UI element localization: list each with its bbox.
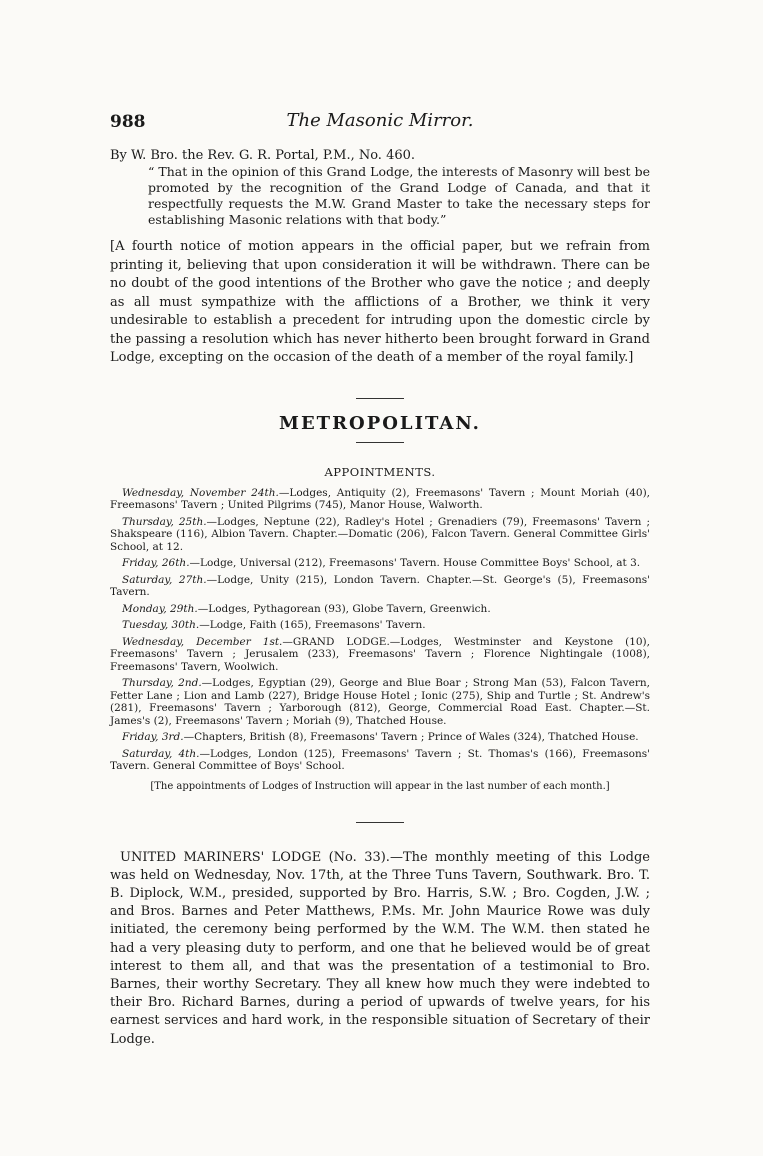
appointment-day: Saturday, 27th. (122, 573, 207, 586)
divider-rule (356, 442, 404, 443)
appointment-item (110, 557, 650, 570)
appointment-item (110, 636, 650, 674)
motion-mover: By W. Bro. the Rev. G. R. Portal, P.M., No. 460. (110, 148, 416, 163)
appointments-heading: APPOINTMENTS. (324, 464, 436, 479)
appointment-text: —GRAND LODGE.—Lodges, Westminster and Keystone (10), Freemasons' Tavern ; Jerusalem (233), Freemasons' Tavern ; Florence Nightingale (1008), Freemasons' Tavern, Woolwich. (110, 635, 650, 673)
appointment-item (110, 677, 650, 727)
appointment-text: —Lodge, Faith (165), Freemasons' Tavern. (199, 619, 426, 631)
appointment-item (110, 731, 650, 744)
appointment-day: Wednesday, December 1st. (122, 635, 283, 648)
appointment-text: —Lodges, Antiquity (2), Freemasons' Tavern ; Mount Moriah (40), Freemasons' Tavern ; United Pilgrims (745), Manor House, Walworth. (110, 486, 651, 511)
appointment-day: Saturday, 4th. (122, 747, 200, 760)
journal-title: The Masonic Mirror. (286, 110, 474, 131)
appointments-note: [The appointments of Lodges of Instruction will appear in the last number of each month.] (150, 780, 610, 792)
appointment-day: Thursday, 25th. (122, 515, 207, 528)
divider-rule (356, 822, 404, 823)
appointment-text: —Lodge, Unity (215), London Tavern. Chapter.—St. George's (5), Freemasons' Tavern. (110, 573, 650, 598)
divider-rule (356, 398, 404, 399)
motion-text: “ That in the opinion of this Grand Lodge, the interests of Masonry will best be promoted by the recognition of the Grand Lodge of Canada, and that it respectfully requests the M.W. Grand Master to take the necessary steps for establishing Masonic relations with that body.” (148, 164, 650, 227)
appointment-day: Tuesday, 30th. (122, 619, 200, 631)
appointment-item (110, 516, 650, 554)
running-header (110, 108, 650, 138)
appointment-text: —Lodges, Neptune (22), Radley's Hotel ; Grenadiers (79), Freemasons' Tavern ; Shakspeare (116), Albion Tavern. Chapter.—Domatic (206), Falcon Tavern. General Committee Girls' School, at 12. (110, 515, 650, 553)
appointment-text: —Lodges, Pythagorean (93), Globe Tavern, Greenwich. (197, 602, 491, 615)
appointment-day: Monday, 29th. (122, 602, 198, 615)
appointment-day: Friday, 3rd. (122, 731, 184, 743)
lodge-report: UNITED MARINERS' LODGE (No. 33).—The monthly meeting of this Lodge was held on Wednesday, Nov. 17th, at the Three Tuns Tavern, Southwark. Bro. T. B. Diplock, W.M., presided, supported by Bro. Harris, S.W. ; Bro. Cogden, J.W. ; and Bros. Barnes and Peter Matthews, P.Ms. Mr. John Maurice Rowe was duly initiated, the ceremony being performed by the W.M. The W.M. then stated he had a very pleasing duty to perform, and one that he believed would be of great interest to them all, and that was the presentation of a testimonial to Bro. Barnes, their worthy Secretary. They all knew how much they were indebted to their Bro. Richard Barnes, during a period of upwards of twelve years, for his earnest services and hard work, in the responsible situation of Secretary of their Lodge. (110, 849, 650, 1047)
appointment-text: —Lodges, London (125), Freemasons' Tavern ; St. Thomas's (166), Freemasons' Tavern. General Committee of Boys' School. (110, 747, 650, 772)
appointment-item (110, 748, 650, 773)
appointment-text: —Lodges, Egyptian (29), George and Blue Boar ; Strong Man (53), Falcon Tavern, Fetter Lane ; Lion and Lamb (227), Bridge House Hotel ; Ionic (275), Ship and Turtle ; St. Andrew's (281), Freemasons' Tavern ; Yarborough (812), George, Commercial Road East. Chapter.—St. James's (2), Freemasons' Tavern ; Moriah (9), Thatched House. (110, 677, 650, 727)
appointment-day: Thursday, 2nd. (122, 677, 202, 689)
section-title: METROPOLITAN. (279, 412, 481, 434)
appointment-text: —Lodge, Universal (212), Freemasons' Tavern. House Committee Boys' School, at 3. (189, 557, 641, 569)
appointment-item (110, 574, 650, 599)
page-number: 988 (110, 112, 146, 132)
page (110, 108, 650, 1062)
appointments-list (110, 487, 650, 773)
editor-note: [A fourth notice of motion appears in the official paper, but we refrain from printing it, believing that upon consideration it will be withdrawn. There can be no doubt of the good intentions of the Brother who gave the notice ; and deeply as all must sympathize with the afflictions of a Brother, we think it very undesirable to establish a precedent for intruding upon the domestic circle by the passing a resolution which has never hitherto been brought forward in Grand Lodge, excepting on the occasion of the death of a member of the royal family.] (110, 239, 650, 365)
appointment-day: Wednesday, November 24th. (122, 486, 279, 499)
appointment-text: —Chapters, British (8), Freemasons' Tavern ; Prince of Wales (324), Thatched House. (183, 731, 639, 743)
appointment-item (110, 487, 650, 512)
appointment-item (110, 619, 650, 632)
appointment-day: Friday, 26th. (122, 557, 190, 569)
appointment-item (110, 603, 650, 616)
